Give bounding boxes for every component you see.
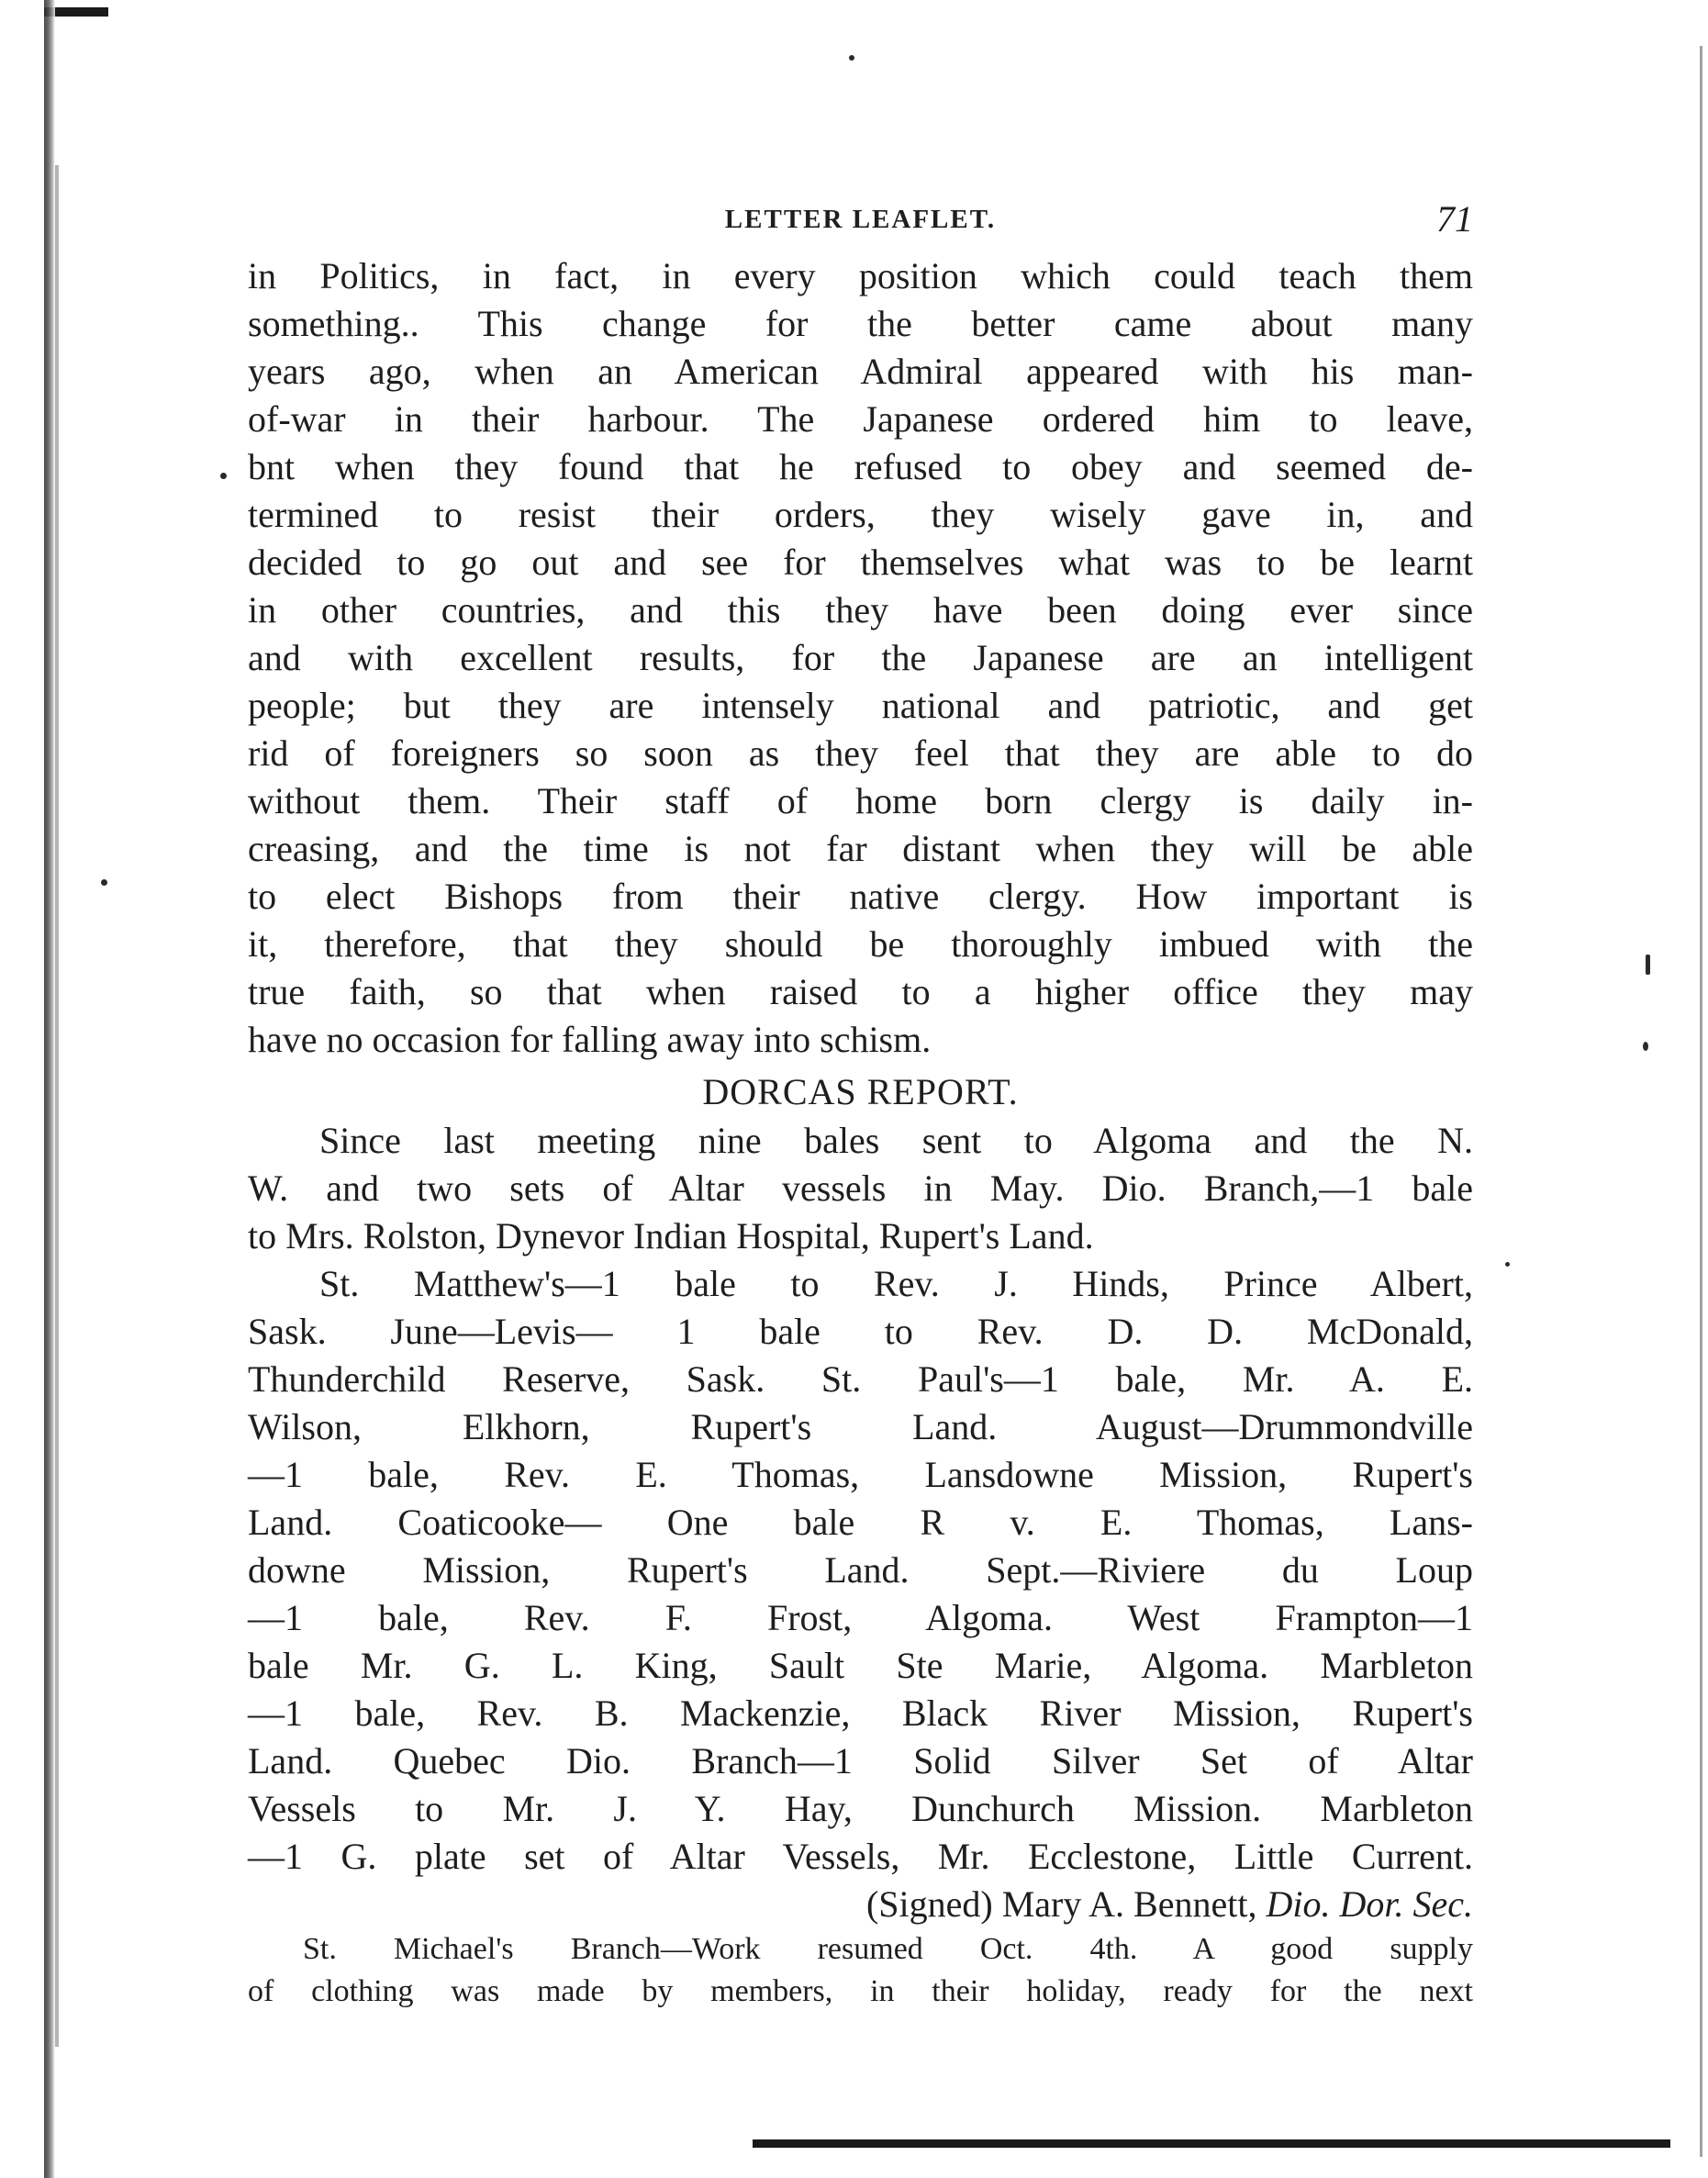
text-line: —1 bale, Rev. F. Frost, Algoma. West Frampton—1 [248, 1597, 1473, 1638]
text-line: St. Matthew's—1 bale to Rev. J. Hinds, Prince Albert, [319, 1263, 1473, 1304]
dorcas-list [248, 1260, 1473, 1881]
text-line: years ago, when an American Admiral appeared with his man- [248, 351, 1473, 392]
text-line: rid of foreigners so soon as they feel that they are able to do [248, 732, 1473, 774]
text-line: without them. Their staff of home born clergy is daily in- [248, 780, 1473, 821]
text-line: —1 G. plate set of Altar Vessels, Mr. Ecclestone, Little Current. [248, 1836, 1473, 1877]
body-paragraph [248, 252, 1473, 1064]
scan-artifact-bottom-rule [753, 2139, 1670, 2148]
text-line: decided to go out and see for themselves what was to be learnt [248, 542, 1473, 583]
text-line: to Mrs. Rolston, Dynevor Indian Hospital, Rupert's Land. [248, 1215, 1094, 1257]
text-line: of-war in their harbour. The Japanese ordered him to leave, [248, 398, 1473, 440]
text-line: Land. Coaticooke— One bale R v. E. Thomas, Lans- [248, 1502, 1473, 1543]
page-number: 71 [1436, 198, 1473, 240]
text-line: —1 bale, Rev. B. Mackenzie, Black River Mission, Rupert's [248, 1692, 1473, 1734]
scan-artifact-right-edge [1700, 46, 1702, 2157]
scan-artifact-left-edge [44, 0, 55, 2178]
text-line: of clothing was made by members, in their holiday, ready for the next [248, 1974, 1473, 2008]
text-line: in other countries, and this they have been doing ever since [248, 589, 1473, 631]
text-line: bnt when they found that he refused to obey and seemed de- [248, 446, 1473, 487]
text-line: W. and two sets of Altar vessels in May. Dio. Branch,—1 bale [248, 1167, 1473, 1209]
text-line: something.. This change for the better came about many [248, 303, 1473, 344]
text-line: St. Michael's Branch—Work resumed Oct. 4th. A good supply [303, 1932, 1473, 1966]
scan-speck [101, 879, 107, 886]
text-line: downe Mission, Rupert's Land. Sept.—Riviere du Loup [248, 1549, 1473, 1591]
text-line: —1 bale, Rev. E. Thomas, Lansdowne Mission, Rupert's [248, 1454, 1473, 1495]
page [248, 197, 1473, 2013]
text-line: have no occasion for falling away into schism. [248, 1019, 932, 1060]
text-line: bale Mr. G. L. King, Sault Ste Marie, Algoma. Marbleton [248, 1645, 1473, 1686]
scan-speck [1505, 1262, 1510, 1267]
running-title: LETTER LEAFLET. [724, 205, 997, 234]
scan-artifact-left-shadow [55, 165, 59, 2047]
text-line: creasing, and the time is not far distant when they will be able [248, 828, 1473, 869]
text-line: and with excellent results, for the Japanese are an intelligent [248, 637, 1473, 678]
dorcas-intro [248, 1117, 1473, 1260]
text-line: termined to resist their orders, they wisely gave in, and [248, 494, 1473, 535]
signature-name: (Signed) Mary A. Bennett, [865, 1883, 1267, 1925]
michael-branch-paragraph [248, 1928, 1473, 2013]
text-line: Land. Quebec Dio. Branch—1 Solid Silver Set of Altar [248, 1740, 1473, 1781]
text-line: true faith, so that when raised to a higher office they may [248, 971, 1473, 1012]
text-line: people; but they are intensely national and patriotic, and get [248, 685, 1473, 726]
text-line: Wilson, Elkhorn, Rupert's Land. August—Drummondville [248, 1406, 1473, 1447]
text-line: in Politics, in fact, in every position which could teach them [248, 255, 1473, 296]
text-line: Since last meeting nine bales sent to Algoma and the N. [319, 1120, 1473, 1161]
running-head [248, 197, 1473, 252]
scan-speck [1646, 955, 1650, 975]
text-line: Thunderchild Reserve, Sask. St. Paul's—1 bale, Mr. A. E. [248, 1358, 1473, 1400]
scan-speck [220, 473, 227, 479]
text-line: it, therefore, that they should be thoroughly imbued with the [248, 923, 1473, 965]
scan-speck [849, 55, 854, 61]
signature-role: Dio. Dor. Sec. [1266, 1883, 1473, 1925]
text-line: Vessels to Mr. J. Y. Hay, Dunchurch Mission. Marbleton [248, 1788, 1473, 1829]
text-line: Sask. June—Levis— 1 bale to Rev. D. D. McDonald, [248, 1311, 1473, 1352]
section-heading: DORCAS REPORT. [702, 1071, 1019, 1112]
text-line: to elect Bishops from their native clergy. How important is [248, 876, 1473, 917]
signature-line [248, 1881, 1473, 1928]
scan-speck [1643, 1042, 1648, 1051]
